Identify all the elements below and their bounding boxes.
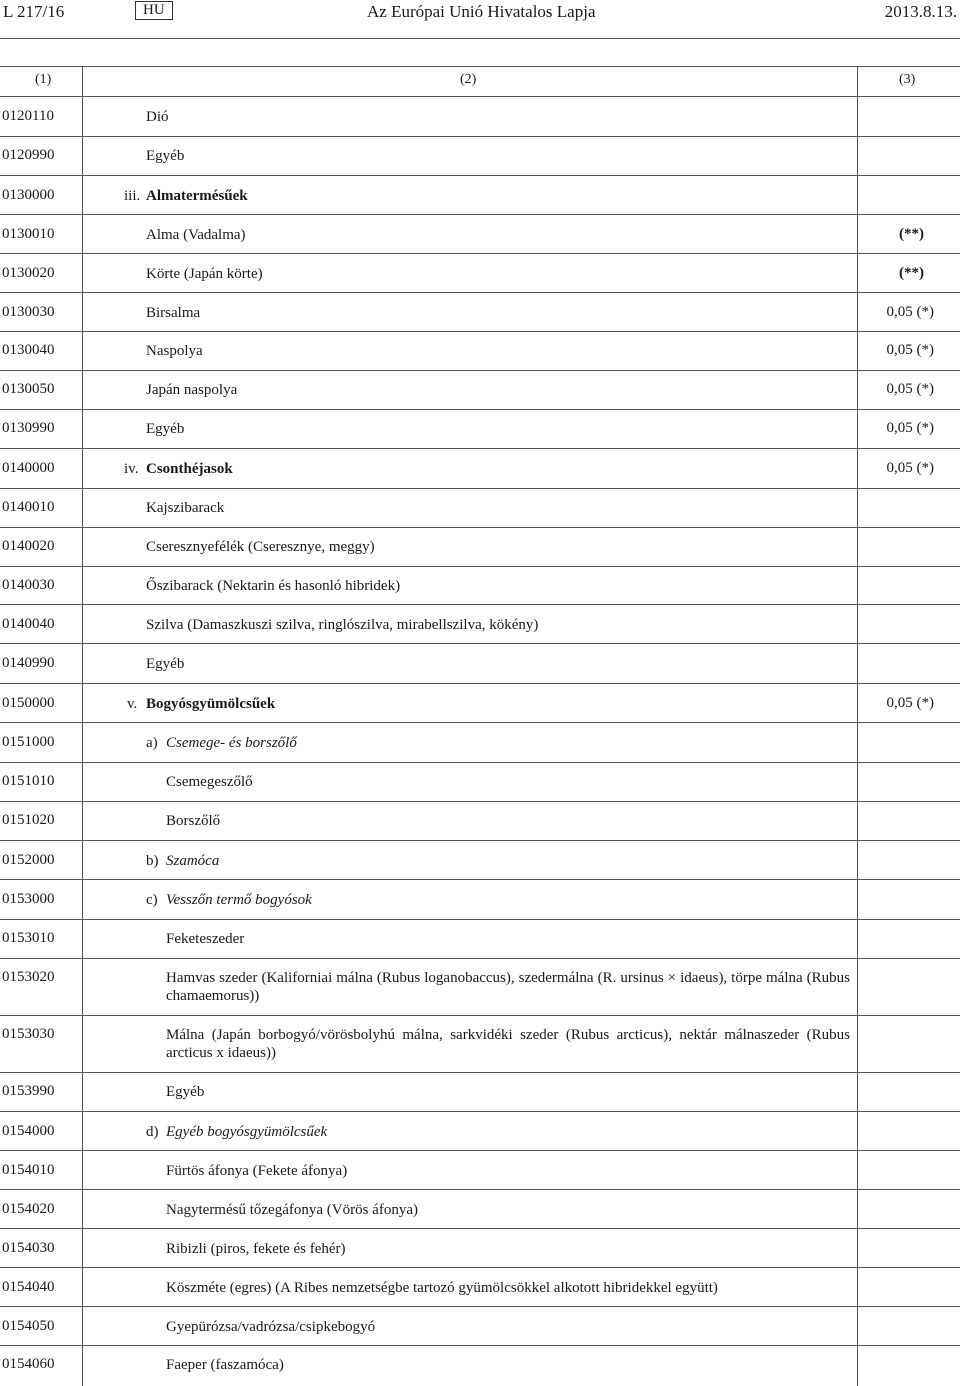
column-header-1: (1): [35, 72, 52, 87]
row-code: 0120990: [2, 147, 55, 163]
row-code: 0153010: [2, 930, 55, 946]
row-divider: [0, 1111, 960, 1112]
row-prefix: c): [146, 892, 158, 908]
row-prefix: iv.: [124, 461, 139, 477]
row-divider: [0, 527, 960, 528]
row-divider: [0, 566, 960, 567]
row-value: 0,05 (*): [886, 342, 934, 358]
row-prefix: b): [146, 853, 159, 869]
row-value: 0,05 (*): [886, 695, 934, 711]
language-badge: HU: [135, 1, 173, 20]
row-prefix: a): [146, 735, 158, 751]
row-code: 0154020: [2, 1201, 55, 1217]
row-divider: [0, 136, 960, 137]
column-divider-2: [857, 66, 858, 1386]
row-divider: [0, 879, 960, 880]
row-divider: [0, 1150, 960, 1151]
row-code: 0140030: [2, 577, 55, 593]
row-name: Dió: [146, 109, 169, 125]
row-divider: [0, 1267, 960, 1268]
row-name: Nagytermésű tőzegáfonya (Vörös áfonya): [166, 1202, 418, 1218]
row-value: (**): [899, 265, 924, 281]
row-divider: [0, 175, 960, 176]
row-divider: [0, 840, 960, 841]
row-name: Szamóca: [166, 853, 220, 869]
row-prefix: v.: [127, 696, 138, 712]
row-name: Köszméte (egres) (A Ribes nemzetségbe tartozó gyümölcsökkel alkotott hibridekkel együtt): [166, 1280, 718, 1296]
row-name: Vesszőn termő bogyósok: [166, 892, 312, 908]
row-name: Fürtös áfonya (Fekete áfonya): [166, 1163, 348, 1179]
table-top-border: [0, 66, 960, 67]
row-code: 0154000: [2, 1123, 55, 1139]
row-name: Egyéb bogyósgyümölcsűek: [166, 1124, 328, 1140]
row-divider: [0, 1345, 960, 1346]
row-divider: [0, 643, 960, 644]
row-code: 0154010: [2, 1162, 55, 1178]
row-name: Cseresznyefélék (Cseresznye, meggy): [146, 539, 375, 555]
row-prefix: d): [146, 1124, 159, 1140]
row-code: 0151020: [2, 812, 55, 828]
row-value: 0,05 (*): [886, 420, 934, 436]
row-name: Kajszibarack: [146, 500, 225, 516]
row-divider: [0, 409, 960, 410]
header-rule: [0, 38, 960, 39]
row-name: Naspolya: [146, 343, 203, 359]
table-header-border: [0, 96, 960, 97]
row-value: 0,05 (*): [886, 381, 934, 397]
row-code: 0140990: [2, 655, 55, 671]
page-number: L 217/16: [3, 2, 65, 21]
row-divider: [0, 370, 960, 371]
row-divider: [0, 1306, 960, 1307]
row-code: 0130000: [2, 187, 55, 203]
row-name: Feketeszeder: [166, 931, 245, 947]
row-prefix: iii.: [124, 188, 141, 204]
row-code: 0140000: [2, 460, 55, 476]
row-divider: [0, 722, 960, 723]
row-code: 0150000: [2, 695, 55, 711]
row-name: Borszőlő: [166, 813, 221, 829]
row-name: Csonthéjasok: [146, 461, 233, 477]
row-divider: [0, 801, 960, 802]
row-name: Csemege- és borszőlő: [166, 735, 297, 751]
row-divider: [0, 488, 960, 489]
row-name: Csemegeszőlő: [166, 774, 253, 790]
column-divider-1: [82, 66, 83, 1386]
row-value: 0,05 (*): [886, 304, 934, 320]
row-name: Egyéb: [166, 1084, 205, 1100]
row-divider: [0, 214, 960, 215]
row-code: 0151000: [2, 734, 55, 750]
row-divider: [0, 448, 960, 449]
row-code: 0154040: [2, 1279, 55, 1295]
row-name: Egyéb: [146, 421, 185, 437]
row-name: Egyéb: [146, 656, 185, 672]
row-code: 0154050: [2, 1318, 55, 1334]
row-divider: [0, 292, 960, 293]
row-divider: [0, 762, 960, 763]
row-name: Szilva (Damaszkuszi szilva, ringlószilva, mirabellszilva, kökény): [146, 617, 539, 633]
row-code: 0153020: [2, 969, 55, 985]
row-divider: [0, 1015, 960, 1016]
row-name: Hamvas szeder (Kaliforniai málna (Rubus loganobaccus), szedermálna (R. ursinus × idaeus), törpe málna (Rubus chamaemorus)): [166, 970, 850, 1004]
row-divider: [0, 604, 960, 605]
row-divider: [0, 253, 960, 254]
row-code: 0130040: [2, 342, 55, 358]
row-code: 0130020: [2, 265, 55, 281]
row-code: 0140040: [2, 616, 55, 632]
row-name: Málna (Japán borbogyó/vörösbolyhú málna, sarkvidéki szeder (Rubus arcticus), nektár málnaszeder (Rubus arcticus x idaeus)): [166, 1027, 850, 1061]
row-divider: [0, 683, 960, 684]
row-name: Őszibarack (Nektarin és hasonló hibridek): [146, 578, 401, 594]
row-divider: [0, 1189, 960, 1190]
row-code: 0152000: [2, 852, 55, 868]
row-code: 0140010: [2, 499, 55, 515]
row-code: 0153000: [2, 891, 55, 907]
row-code: 0130030: [2, 304, 55, 320]
row-name: Japán naspolya: [146, 382, 238, 398]
row-name: Birsalma: [146, 305, 201, 321]
row-divider: [0, 919, 960, 920]
column-header-3: (3): [899, 72, 916, 87]
page-header: [0, 0, 960, 24]
row-code: 0153990: [2, 1083, 55, 1099]
row-value: (**): [899, 226, 924, 242]
journal-title: Az Európai Unió Hivatalos Lapja: [367, 2, 596, 21]
row-code: 0140020: [2, 538, 55, 554]
row-divider: [0, 958, 960, 959]
row-name: Ribizli (piros, fekete és fehér): [166, 1241, 346, 1257]
row-code: 0130990: [2, 420, 55, 436]
row-code: 0130010: [2, 226, 55, 242]
row-name: Bogyósgyümölcsűek: [146, 696, 276, 712]
row-code: 0154060: [2, 1356, 55, 1372]
row-name: Alma (Vadalma): [146, 227, 246, 243]
row-name: Faeper (faszamóca): [166, 1357, 284, 1373]
row-code: 0120110: [2, 108, 54, 124]
row-code: 0130050: [2, 381, 55, 397]
row-code: 0153030: [2, 1026, 55, 1042]
row-code: 0154030: [2, 1240, 55, 1256]
row-code: 0151010: [2, 773, 55, 789]
row-name: Egyéb: [146, 148, 185, 164]
row-name: Almatermésűek: [146, 188, 248, 204]
row-divider: [0, 331, 960, 332]
row-divider: [0, 1072, 960, 1073]
row-name: Gyepürózsa/vadrózsa/csipkebogyó: [166, 1319, 376, 1335]
row-divider: [0, 1228, 960, 1229]
row-value: 0,05 (*): [886, 460, 934, 476]
column-header-2: (2): [460, 72, 477, 87]
publication-date: 2013.8.13.: [884, 2, 957, 21]
row-name: Körte (Japán körte): [146, 266, 263, 282]
